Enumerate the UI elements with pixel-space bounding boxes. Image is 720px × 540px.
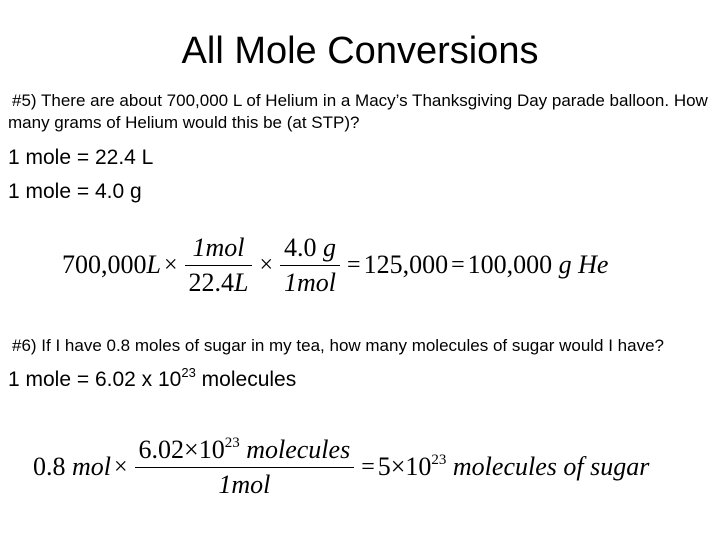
denominator-number: 22.4 [188, 267, 235, 297]
numerator-exponent: 23 [224, 434, 240, 451]
result-unit: molecules of sugar [452, 452, 650, 481]
page-title: All Mole Conversions [181, 30, 539, 72]
numerator-coefficient: 6.02×10 [138, 434, 225, 464]
fraction-numerator: 1mol [192, 232, 245, 262]
conversion-fact-avogadro [8, 366, 296, 394]
result-number: 100,000 [467, 250, 553, 279]
result-coefficient: 5×10 [377, 452, 432, 481]
equals-sign: = [451, 251, 465, 278]
times-sign: × [163, 251, 178, 278]
start-number: 0.8 [33, 452, 66, 481]
times-sign: × [259, 251, 274, 278]
final-result [468, 250, 609, 280]
start-number: 700,000 [62, 250, 147, 279]
fraction-mol-per-liter [185, 232, 253, 299]
result-exponent: 23 [431, 452, 447, 468]
final-result [378, 452, 650, 482]
fraction-denominator: 1mol [135, 467, 355, 501]
start-value [33, 452, 111, 482]
fact-text: 1 mole = 6.02 x 10 [8, 368, 182, 391]
fraction-denominator [185, 265, 253, 299]
fraction-denominator: 1mol [280, 265, 340, 299]
fact-unit: molecules [195, 368, 297, 391]
fraction-grams-per-mol [280, 232, 340, 299]
equals-sign: = [361, 453, 375, 480]
result-unit: g He [558, 250, 609, 279]
numerator-number: 4.0 [284, 232, 317, 262]
equals-sign: = [347, 251, 361, 278]
intermediate-result: 125,000 [363, 250, 449, 279]
fraction-numerator [280, 232, 340, 265]
start-unit: L [146, 250, 161, 279]
sugar-equation [33, 432, 649, 502]
fact-exponent: 23 [181, 365, 196, 380]
question-5: #5) There are about 700,000 L of Helium in a Macy’s Thanksgiving Day parade balloon. How many grams of Helium would this be (at STP)? [8, 91, 708, 132]
conversion-fact-volume: 1 mole = 22.4 L [8, 146, 154, 169]
helium-equation [62, 228, 608, 302]
start-value [62, 250, 161, 280]
fraction-numerator [135, 434, 355, 467]
start-unit: mol [72, 452, 111, 481]
numerator-unit: molecules [246, 434, 351, 464]
times-sign: × [114, 453, 128, 480]
fraction-molecules-per-mol [135, 434, 355, 501]
numerator-unit: g [323, 232, 337, 262]
question-6: #6) If I have 0.8 moles of sugar in my tea, how many molecules of sugar would I have? [12, 336, 665, 355]
denominator-unit: L [234, 267, 249, 297]
conversion-fact-mass: 1 mole = 4.0 g [8, 180, 142, 203]
